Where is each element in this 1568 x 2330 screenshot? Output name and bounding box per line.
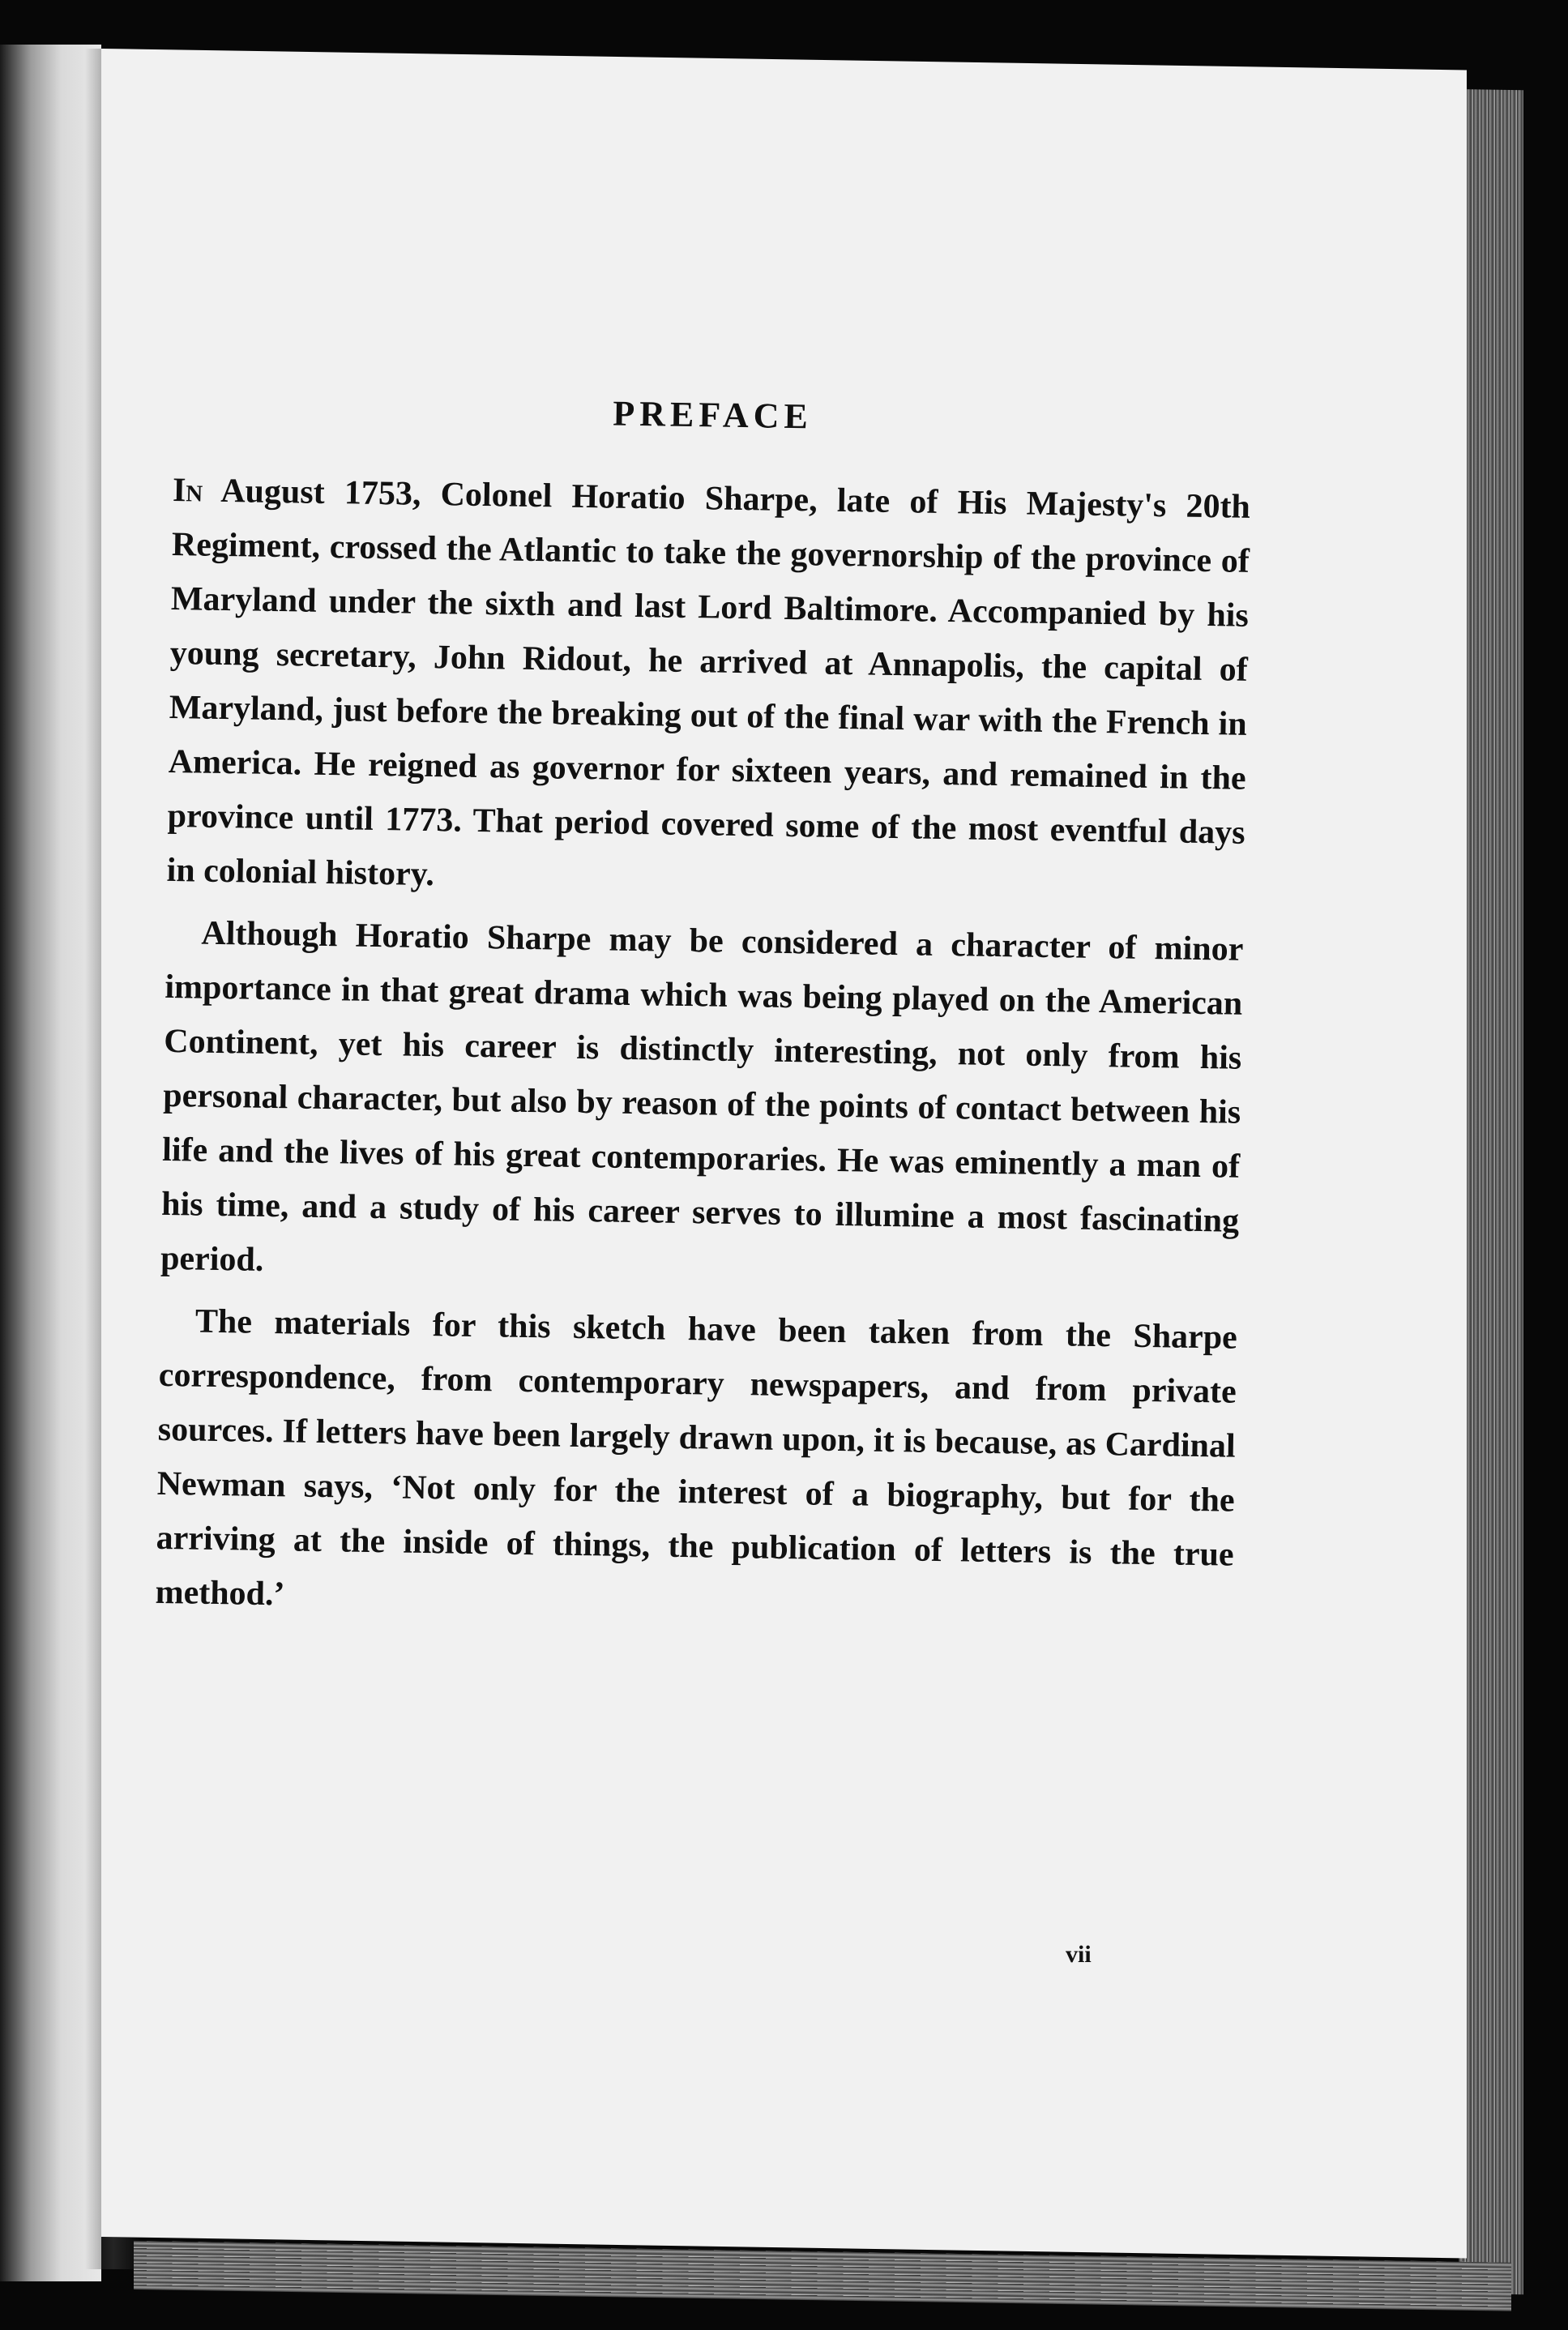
paragraph-1-text: August 1753, Colonel Horatio Sharpe, late of His Majesty's 20th Regiment, crossed the Atlantic to take the governorship of the province of Maryland under the sixth and last Lord Baltimore. Accompanied by his young secretary, John Ridout, he arrived at Annapolis, the capital of Maryland, just before the breaking out of the final war with the French in America. He reigned as governor for sixteen years, and remained in the province until 1773. That period covered some of the most eventful days in colonial history.	[166, 472, 1251, 894]
paragraph-2: Although Horatio Sharpe may be considered a character of minor importance in that great drama which was being played on the American Continent, yet his career is distinctly interesting, not only from his personal character, but also by reason of the points of contact between his life and the lives of his great contemporaries. He was eminently a man of his time, and a study of his career serves to illumine a most fascinating period.	[160, 914, 1244, 1279]
paragraph-3: The materials for this sketch have been taken from the Sharpe correspondence, from contemporary newspapers, and from private sources. If letters have been largely drawn upon, it is because, as Cardinal Newman says, ‘Not only for the interest of a biography, but for the arriving at the inside of things, the publication of letters is the true method.’	[155, 1302, 1238, 1614]
paragraph-1	[166, 464, 1250, 915]
paragraph-1-lead-word: In	[172, 471, 203, 510]
page-heading: PREFACE	[612, 393, 814, 437]
page-stack-right-edge	[1459, 89, 1523, 2294]
page-text	[155, 389, 1252, 1637]
page-number: vii	[1066, 1941, 1092, 1968]
